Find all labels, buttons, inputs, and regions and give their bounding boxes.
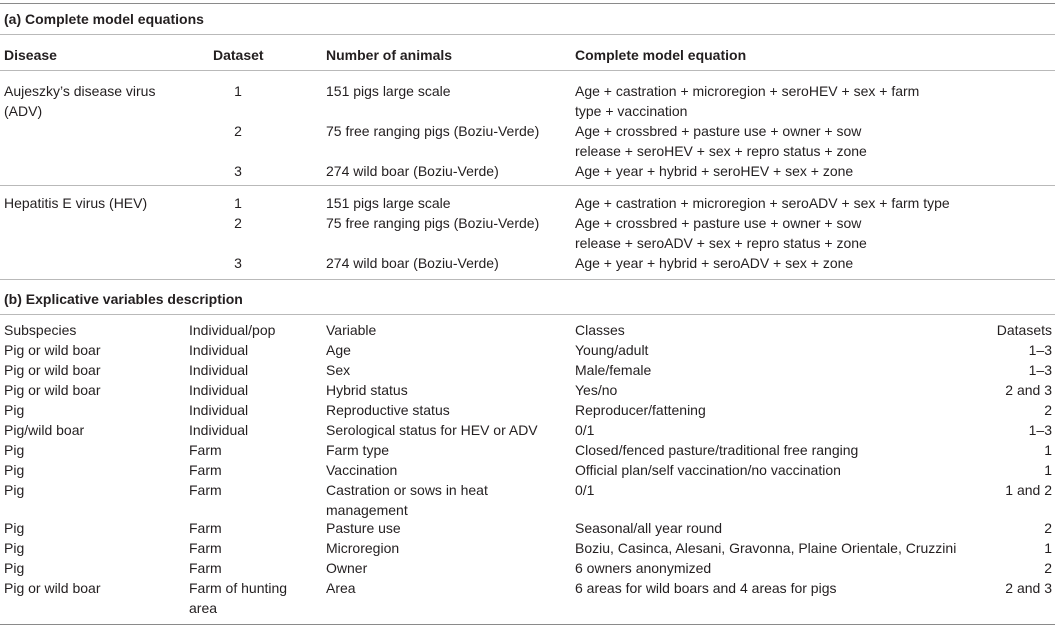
header-subspecies: Subspecies	[4, 322, 77, 338]
adv-dataset-1: 1	[234, 83, 242, 99]
row-vaccination-pop: Farm	[189, 462, 222, 478]
hev-equation-3-line-1: Age + year + hybrid + seroADV + sex + zone	[575, 255, 854, 271]
row-repro-classes: Reproducer/fattening	[575, 402, 706, 418]
adv-dataset-2: 2	[234, 123, 242, 139]
adv-dataset-3: 3	[234, 163, 242, 179]
row-hybrid-subspecies: Pig or wild boar	[4, 382, 101, 398]
header-dataset: Dataset	[213, 47, 264, 63]
row-sero-pop: Individual	[189, 422, 249, 438]
row-farm-type-subspecies: Pig	[4, 442, 25, 458]
row-repro-variable: Reproductive status	[326, 402, 450, 418]
row-sero-classes: 0/1	[575, 422, 595, 438]
header-model-equation: Complete model equation	[575, 47, 747, 63]
hev-dataset-2: 2	[234, 215, 242, 231]
row-area-variable: Area	[326, 580, 356, 596]
row-vaccination-subspecies: Pig	[4, 462, 25, 478]
row-owner-classes: 6 owners anonymized	[575, 560, 712, 576]
hev-animals-2: 75 free ranging pigs (Boziu-Verde)	[326, 215, 540, 231]
adv-equation-1-line-2: type + vaccination	[575, 103, 688, 119]
bottom-rule	[0, 624, 1055, 625]
hev-dataset-3: 3	[234, 255, 242, 271]
section-a-bottom-rule	[0, 279, 1055, 280]
hev-equation-1-line-1: Age + castration + microregion + seroADV + sex + farm type	[575, 195, 950, 211]
row-pasture-classes: Seasonal/all year round	[575, 520, 723, 536]
row-castration-datasets: 1 and 2	[1005, 482, 1052, 498]
row-owner-subspecies: Pig	[4, 560, 25, 576]
row-age-classes: Young/adult	[575, 342, 649, 358]
row-hybrid-datasets: 2 and 3	[1005, 382, 1052, 398]
row-hybrid-classes: Yes/no	[575, 382, 618, 398]
row-sex-classes: Male/female	[575, 362, 652, 378]
row-area-pop: Farm of hunting area	[189, 580, 288, 616]
disease-hev-line-1: Hepatitis E virus (HEV)	[4, 195, 148, 211]
row-farm-type-variable: Farm type	[326, 442, 390, 458]
hev-dataset-1: 1	[234, 195, 242, 211]
row-pasture-datasets: 2	[1044, 520, 1052, 536]
disease-adv-line-1: Aujeszky’s disease virus	[4, 83, 156, 99]
disease-adv-line-2: (ADV)	[4, 103, 43, 119]
row-owner-variable: Owner	[326, 560, 368, 576]
row-castration-variable: Castration or sows in heat management	[326, 482, 488, 518]
row-sex-subspecies: Pig or wild boar	[4, 362, 101, 378]
row-sero-datasets: 1–3	[1028, 422, 1052, 438]
adv-animals-2: 75 free ranging pigs (Boziu-Verde)	[326, 123, 540, 139]
row-pasture-subspecies: Pig	[4, 520, 25, 536]
row-owner-datasets: 2	[1044, 560, 1052, 576]
row-hybrid-pop: Individual	[189, 382, 249, 398]
header-variable: Variable	[326, 322, 377, 338]
header-datasets: Datasets	[996, 322, 1052, 338]
row-pasture-variable: Pasture use	[326, 520, 401, 536]
row-microregion-datasets: 1	[1044, 540, 1052, 556]
hev-equation-2-line-2: release + seroADV + sex + repro status + zone	[575, 235, 867, 251]
hev-animals-3: 274 wild boar (Boziu-Verde)	[326, 255, 499, 271]
row-hybrid-variable: Hybrid status	[326, 382, 408, 398]
row-microregion-pop: Farm	[189, 540, 222, 556]
hev-animals-1: 151 pigs large scale	[326, 195, 451, 211]
row-vaccination-datasets: 1	[1044, 462, 1052, 478]
section-a-title: (a) Complete model equations	[4, 11, 204, 27]
row-farm-type-datasets: 1	[1044, 442, 1052, 458]
adv-equation-2-line-1: Age + crossbred + pasture use + owner + sow	[575, 123, 862, 139]
section-a-title-rule	[0, 34, 1055, 35]
row-farm-type-pop: Farm	[189, 442, 222, 458]
row-age-subspecies: Pig or wild boar	[4, 342, 101, 358]
header-individual-pop: Individual/pop	[189, 322, 276, 338]
row-sero-subspecies: Pig/wild boar	[4, 422, 85, 438]
adv-animals-1: 151 pigs large scale	[326, 83, 451, 99]
section-b-title: (b) Explicative variables description	[4, 291, 243, 307]
adv-animals-3: 274 wild boar (Boziu-Verde)	[326, 163, 499, 179]
row-age-datasets: 1–3	[1028, 342, 1052, 358]
row-castration-pop: Farm	[189, 482, 222, 498]
row-microregion-subspecies: Pig	[4, 540, 25, 556]
hev-equation-2-line-1: Age + crossbred + pasture use + owner + sow	[575, 215, 862, 231]
row-castration-classes: 0/1	[575, 482, 595, 498]
row-sex-variable: Sex	[326, 362, 351, 378]
row-microregion-classes: Boziu, Casinca, Alesani, Gravonna, Plaine Orientale, Cruzzini	[575, 540, 957, 556]
row-vaccination-classes: Official plan/self vaccination/no vaccination	[575, 462, 841, 478]
header-number-of-animals: Number of animals	[326, 47, 453, 63]
row-sex-pop: Individual	[189, 362, 249, 378]
section-a-header-rule	[0, 70, 1055, 71]
row-area-classes: 6 areas for wild boars and 4 areas for pigs	[575, 580, 837, 596]
row-age-variable: Age	[326, 342, 351, 358]
group-divider-rule	[0, 185, 1055, 186]
row-area-datasets: 2 and 3	[1005, 580, 1052, 596]
header-classes: Classes	[575, 322, 625, 338]
row-castration-subspecies: Pig	[4, 482, 25, 498]
row-age-pop: Individual	[189, 342, 249, 358]
row-repro-subspecies: Pig	[4, 402, 25, 418]
row-repro-datasets: 2	[1044, 402, 1052, 418]
adv-equation-2-line-2: release + seroHEV + sex + repro status + zone	[575, 143, 867, 159]
row-sero-variable: Serological status for HEV or ADV	[326, 422, 538, 438]
adv-equation-3-line-1: Age + year + hybrid + seroHEV + sex + zone	[575, 163, 854, 179]
row-owner-pop: Farm	[189, 560, 222, 576]
row-area-subspecies: Pig or wild boar	[4, 580, 101, 596]
row-repro-pop: Individual	[189, 402, 249, 418]
row-vaccination-variable: Vaccination	[326, 462, 398, 478]
row-pasture-pop: Farm	[189, 520, 222, 536]
row-sex-datasets: 1–3	[1028, 362, 1052, 378]
header-disease: Disease	[4, 47, 57, 63]
row-microregion-variable: Microregion	[326, 540, 400, 556]
top-rule	[0, 3, 1055, 4]
section-b-title-rule	[0, 314, 1055, 315]
adv-equation-1-line-1: Age + castration + microregion + seroHEV + sex + farm	[575, 83, 920, 99]
row-farm-type-classes: Closed/fenced pasture/traditional free ranging	[575, 442, 859, 458]
